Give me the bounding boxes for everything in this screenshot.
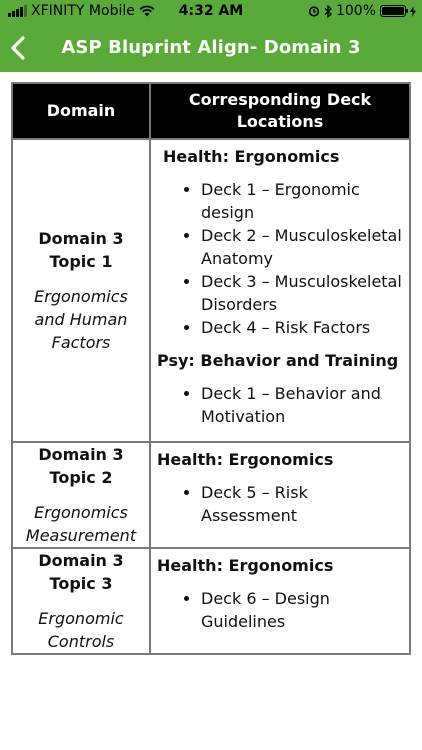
deck-locations-cell [150, 548, 410, 654]
column-header-domain: Domain [12, 83, 150, 139]
table-row [12, 548, 410, 654]
deck-list [157, 178, 403, 339]
deck-list [157, 382, 403, 428]
table-row [12, 139, 410, 442]
blueprint-table [11, 82, 411, 655]
list-item: • Deck 3 – Musculoskeletal Disorders [201, 270, 403, 316]
status-time: 4:32 AM [178, 3, 244, 19]
deck-locations-cell [150, 442, 410, 548]
category-label: Health: Ergonomics [163, 147, 340, 166]
deck-locations-cell [150, 139, 410, 442]
domain-cell [12, 442, 150, 548]
topic-subtitle: Ergonomic Controls [38, 609, 124, 651]
category-label: Health: Ergonomics [157, 556, 334, 575]
list-item: • Deck 5 – Risk Assessment [201, 481, 403, 527]
alarm-icon [308, 5, 320, 17]
charging-icon [410, 6, 416, 17]
carrier-label: XFINITY Mobile [31, 3, 135, 19]
category-label: Health: Ergonomics [157, 450, 334, 469]
status-bar [0, 0, 422, 24]
battery-icon [380, 5, 406, 17]
status-right [308, 3, 416, 19]
topic-label: Domain 3 Topic 1 [38, 229, 124, 271]
top-bar [0, 0, 422, 72]
list-item: • Deck 4 – Risk Factors [201, 316, 403, 339]
battery-percent: 100% [335, 3, 376, 19]
category-label: Psy: Behavior and Training [157, 351, 399, 370]
list-item: • Deck 6 – Design Guidelines [201, 587, 403, 633]
nav-bar [0, 24, 422, 72]
list-item: • Deck 1 – Ergonomic design [201, 178, 403, 224]
deck-list [157, 481, 403, 527]
topic-label: Domain 3 Topic 3 [38, 551, 124, 593]
topic-subtitle: Ergonomics Measurement [25, 503, 137, 545]
column-header-deck-locations: Corresponding Deck Locations [150, 83, 410, 139]
table-header-row [12, 83, 410, 139]
list-item: • Deck 2 – Musculoskeletal Anatomy [201, 224, 403, 270]
domain-cell [12, 139, 150, 442]
domain-cell [12, 548, 150, 654]
page-title: ASP Bluprint Align- Domain 3 [61, 37, 361, 58]
list-item: • Deck 1 – Behavior and Motivation [201, 382, 403, 428]
bluetooth-icon [324, 5, 332, 18]
deck-list [157, 587, 403, 633]
topic-subtitle: Ergonomics and Human Factors [34, 287, 128, 352]
topic-label: Domain 3 Topic 2 [38, 445, 124, 487]
table-row [12, 442, 410, 548]
